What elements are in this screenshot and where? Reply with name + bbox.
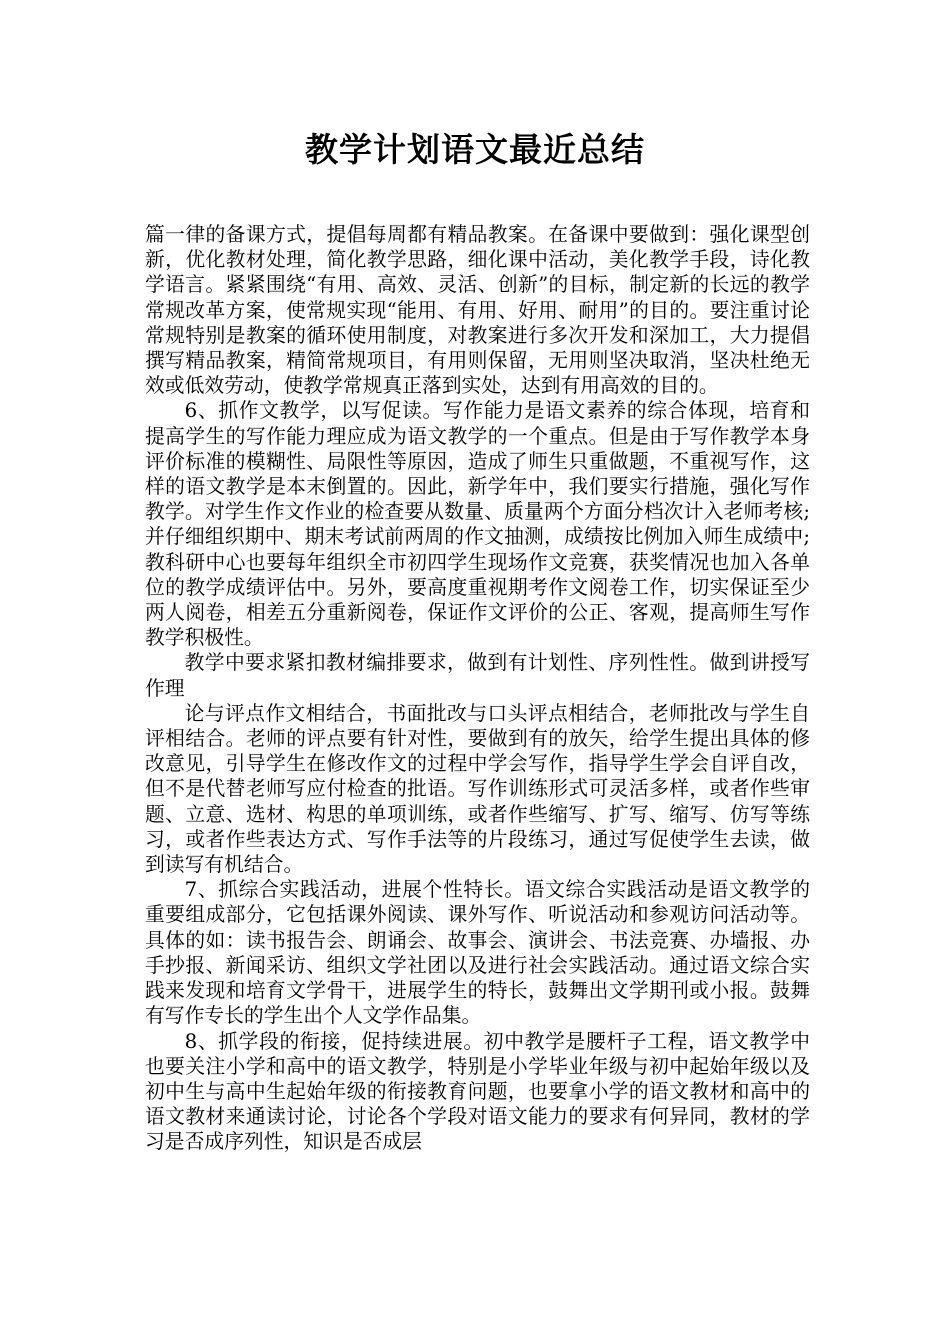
document-body bbox=[145, 222, 810, 1155]
paragraph-3: 教学中要求紧扣教材编排要求，做到有计划性、序列性性。做到讲授写作理 bbox=[145, 651, 810, 700]
paragraph-4: 论与评点作文相结合，书面批改与口头评点相结合，老师批改与学生自评相结合。老师的评点要有针对性，要做到有的放矢，给学生提出具体的修改意见，引导学生在修改作文的过程中学会写作，指导学生学会自评自改，但不是代替老师写应付检查的批语。写作训练形式可灵活多样，或者作些审题、立意、选材、构思的单项训练，或者作些缩写、扩写、缩写、仿写等练习，或者作些表达方式、写作手法等的片段练习，通过写促使学生去读，做到读写有机结合。 bbox=[145, 701, 810, 877]
paragraph-1: 篇一律的备课方式，提倡每周都有精品教案。在备课中要做到：强化课型创新，优化教材处理，简化教学思路，细化课中活动，美化教学手段，诗化教学语言。紧紧围绕“有用、高效、灵活、创新”的目标，制定新的长远的教学常规改革方案，使常规实现“能用、有用、好用、耐用”的目的。要注重讨论常规特别是教案的循环使用制度，对教案进行多次开发和深加工，大力提倡撰写精品教案，精简常规项目，有用则保留，无用则坚决取消，坚决杜绝无效或低效劳动，使教学常规真正落到实处，达到有用高效的目的。 bbox=[145, 223, 810, 398]
document-title: 教学计划语文最近总结 bbox=[305, 130, 645, 169]
paragraph-2: 6、抓作文教学，以写促读。写作能力是语文素养的综合体现，培育和提高学生的写作能力理应成为语文教学的一个重点。但是由于写作教学本身评价标准的模糊性、局限性等原因，造成了师生只重做题，不重视写作，这样的语文教学是本末倒置的。因此，新学年中，我们要实行措施，强化写作教学。对学生作文作业的检查要从数量、质量两个方面分档次计入老师考核;并仔细组织期中、期末考试前两周的作文抽测，成绩按比例加入师生成绩中;教科研中心也要每年组织全市初四学生现场作文竞赛，获奖情况也加入各单位的教学成绩评估中。另外，要高度重视期考作文阅卷工作，切实保证至少两人阅卷，相差五分重新阅卷，保证作文评价的公正、客观，提高师生写作教学积极性。 bbox=[145, 399, 810, 650]
paragraph-6: 8、抓学段的衔接，促持续进展。初中教学是腰杆子工程，语文教学中也要关注小学和高中的语文教学，特别是小学毕业年级与初中起始年级以及初中生与高中生起始年级的衔接教育问题，也要拿小学的语文教材和高中的语文教材来通读讨论，讨论各个学段对语文能力的要求有何异同，教材的学习是否成序列性，知识是否成层 bbox=[145, 1029, 810, 1154]
paragraph-5: 7、抓综合实践活动，进展个性特长。语文综合实践活动是语文教学的重要组成部分，它包括课外阅读、课外写作、听说活动和参观访问活动等。具体的如：读书报告会、朗诵会、故事会、演讲会、书法竞赛、办墙报、办手抄报、新闻采访、组织文学社团以及进行社会实践活动。通过语文综合实践来发现和培育文学骨干，进展学生的特长，鼓舞出文学期刊或小报。鼓舞有写作专长的学生出个人文学作品集。 bbox=[145, 878, 810, 1028]
